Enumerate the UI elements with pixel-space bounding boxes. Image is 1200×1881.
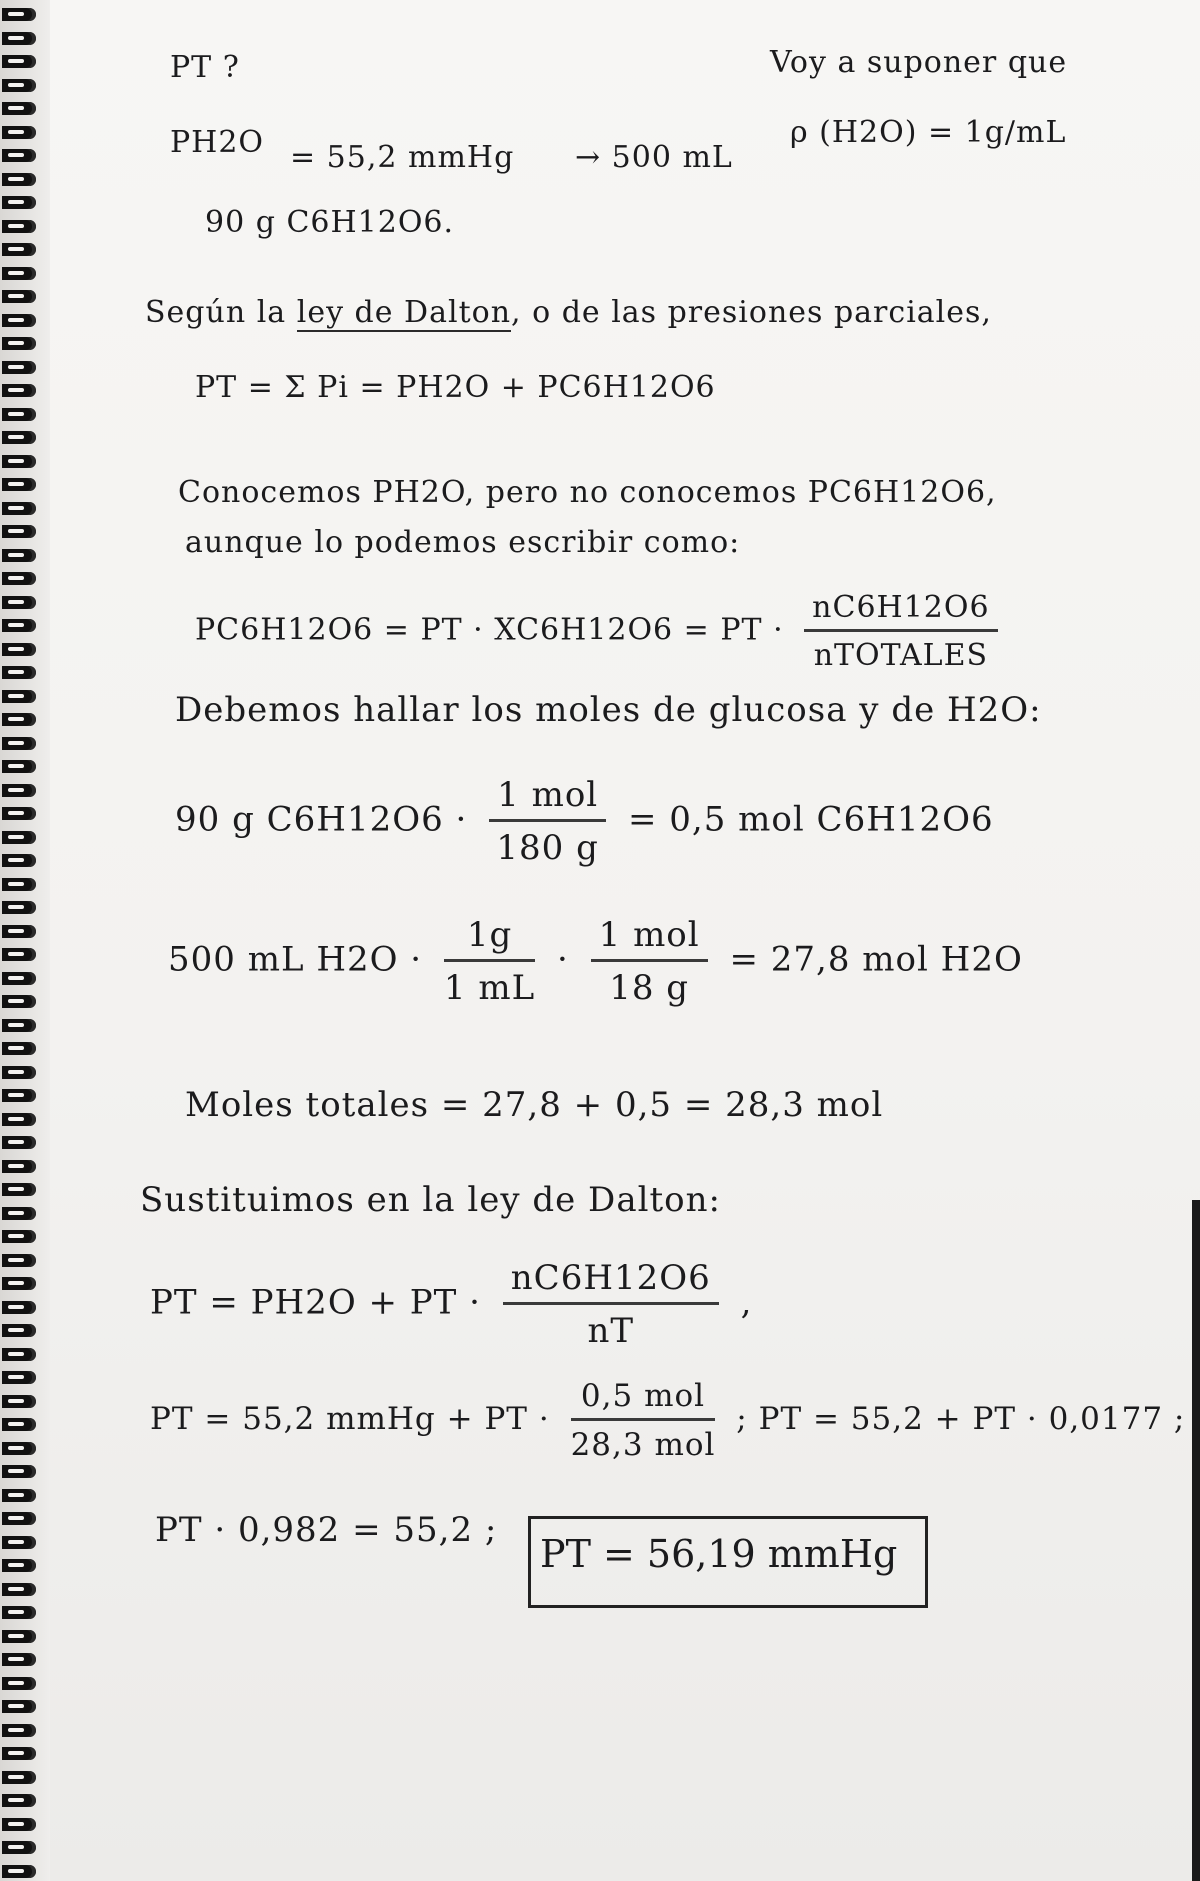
- dalton-intro-b: , o de las presiones parciales,: [511, 295, 992, 330]
- fraction-numerator: 0,5 mol: [571, 1378, 716, 1421]
- spiral-ring: [2, 1230, 36, 1243]
- spiral-ring: [2, 361, 36, 374]
- page-edge-shadow: [1192, 1200, 1200, 1881]
- spiral-ring: [2, 1512, 36, 1525]
- spiral-ring: [2, 1254, 36, 1267]
- spiral-ring: [2, 1371, 36, 1384]
- spiral-ring: [2, 1418, 36, 1431]
- spiral-ring: [2, 102, 36, 115]
- substitution-1-end: ,: [740, 1282, 753, 1323]
- spiral-ring: [2, 384, 36, 397]
- spiral-ring: [2, 408, 36, 421]
- spiral-ring: [2, 1865, 36, 1878]
- spiral-ring: [2, 1489, 36, 1502]
- spiral-ring: [2, 1113, 36, 1126]
- substitution-equation-3: PT · 0,982 = 55,2 ;: [155, 1510, 498, 1550]
- spiral-ring: [2, 8, 36, 21]
- spiral-ring: [2, 173, 36, 186]
- fraction-denominator: 1 mL: [443, 968, 536, 1008]
- spiral-ring: [2, 619, 36, 632]
- spiral-ring: [2, 854, 36, 867]
- spiral-ring: [2, 972, 36, 985]
- spiral-ring: [2, 455, 36, 468]
- spiral-ring: [2, 713, 36, 726]
- fraction-numerator: 1 mol: [591, 915, 708, 962]
- water-volume: → 500 mL: [575, 140, 733, 175]
- substitute-intro: Sustituimos en la ley de Dalton:: [140, 1180, 721, 1220]
- spiral-ring: [2, 243, 36, 256]
- spiral-ring: [2, 831, 36, 844]
- spiral-ring: [2, 525, 36, 538]
- substitution-2-fraction: [571, 1378, 716, 1463]
- spiral-ring: [2, 337, 36, 350]
- spiral-ring: [2, 549, 36, 562]
- spiral-ring: [2, 1536, 36, 1549]
- spiral-ring: [2, 1277, 36, 1290]
- spiral-ring: [2, 737, 36, 750]
- spiral-ring: [2, 1794, 36, 1807]
- mole-fraction-left: PC6H12O6 = PT · XC6H12O6 = PT ·: [195, 612, 784, 648]
- spiral-ring: [2, 1700, 36, 1713]
- spiral-ring: [2, 1136, 36, 1149]
- fraction-numerator: nC6H12O6: [804, 590, 997, 632]
- substitution-equation-1: [150, 1258, 752, 1351]
- spiral-ring: [2, 478, 36, 491]
- spiral-ring: [2, 666, 36, 679]
- pt-question: PT ?: [170, 50, 240, 85]
- spiral-ring: [2, 878, 36, 891]
- fraction-denominator: 28,3 mol: [570, 1427, 716, 1463]
- spiral-ring: [2, 79, 36, 92]
- dalton-equation: PT = Σ Pi = PH2O + PC6H12O6: [195, 370, 716, 405]
- dalton-intro: [145, 295, 992, 330]
- glucose-conversion: [175, 775, 994, 868]
- spiral-ring: [2, 1653, 36, 1666]
- moles-intro: Debemos hallar los moles de glucosa y de H2O:: [175, 690, 1042, 730]
- spiral-ring: [2, 290, 36, 303]
- spiral-ring: [2, 1559, 36, 1572]
- spiral-ring: [2, 760, 36, 773]
- spiral-ring: [2, 126, 36, 139]
- spiral-ring: [2, 1747, 36, 1760]
- spiral-ring: [2, 55, 36, 68]
- spiral-ring: [2, 1677, 36, 1690]
- glucose-result: = 0,5 mol C6H12O6: [627, 799, 994, 840]
- spiral-ring: [2, 1442, 36, 1455]
- spiral-ring: [2, 1583, 36, 1596]
- dalton-law-name: ley de Dalton: [296, 295, 512, 330]
- spiral-ring: [2, 1818, 36, 1831]
- spiral-ring: [2, 1841, 36, 1854]
- explain-line-1: Conocemos PH2O, pero no conocemos PC6H12O6,: [178, 475, 997, 510]
- spiral-ring: [2, 995, 36, 1008]
- fraction-numerator: nC6H12O6: [503, 1258, 719, 1305]
- spiral-ring: [2, 1630, 36, 1643]
- fraction-numerator: 1 mol: [489, 775, 606, 822]
- spiral-ring: [2, 196, 36, 209]
- spiral-ring: [2, 784, 36, 797]
- spiral-binding: [0, 0, 50, 1881]
- water-density-fraction: [444, 915, 535, 1008]
- ph2o-value: = 55,2 mmHg: [290, 140, 515, 175]
- fraction-denominator: nTOTALES: [813, 638, 989, 673]
- spiral-ring: [2, 1724, 36, 1737]
- spiral-ring: [2, 596, 36, 609]
- water-molar-fraction: [591, 915, 708, 1008]
- spiral-ring: [2, 1395, 36, 1408]
- spiral-ring: [2, 431, 36, 444]
- spiral-ring: [2, 1348, 36, 1361]
- explain-line-2: aunque lo podemos escribir como:: [185, 525, 741, 560]
- spiral-ring: [2, 948, 36, 961]
- spiral-ring: [2, 690, 36, 703]
- assumption-line-2: ρ (H2O) = 1g/mL: [790, 115, 1067, 150]
- spiral-ring: [2, 149, 36, 162]
- fraction-numerator: 1g: [444, 915, 535, 962]
- spiral-ring: [2, 807, 36, 820]
- spiral-ring: [2, 314, 36, 327]
- total-moles: Moles totales = 27,8 + 0,5 = 28,3 mol: [185, 1085, 884, 1125]
- dalton-intro-a: Según la: [145, 295, 287, 330]
- spiral-ring: [2, 220, 36, 233]
- spiral-ring: [2, 1301, 36, 1314]
- spiral-ring: [2, 1207, 36, 1220]
- water-left: 500 mL H2O ·: [168, 939, 423, 980]
- spiral-ring: [2, 502, 36, 515]
- fraction-denominator: nT: [587, 1311, 635, 1351]
- mole-fraction-equation: [195, 590, 1008, 673]
- glucose-mass: 90 g C6H12O6.: [205, 205, 455, 240]
- water-result: = 27,8 mol H2O: [729, 939, 1023, 980]
- substitution-equation-2: [150, 1378, 1185, 1463]
- spiral-ring: [2, 1465, 36, 1478]
- substitution-1-left: PT = PH2O + PT ·: [150, 1282, 481, 1323]
- assumption-line-1: Voy a suponer que: [770, 45, 1068, 80]
- substitution-2-left: PT = 55,2 mmHg + PT ·: [150, 1401, 550, 1437]
- spiral-ring: [2, 1066, 36, 1079]
- fraction-denominator: 180 g: [496, 828, 599, 868]
- water-conversion: 500 mL H2O · $\frac{1g}{1 mL}$ · $\frac{\text{1 mol}}{18 g}$ = 27,8 mol H2O: [168, 915, 1023, 1008]
- fraction-denominator: 18 g: [609, 968, 690, 1008]
- final-result: PT = 56,19 mmHg: [540, 1532, 898, 1576]
- spiral-ring: [2, 901, 36, 914]
- spiral-ring: [2, 1606, 36, 1619]
- spiral-ring: [2, 1019, 36, 1032]
- glucose-left: 90 g C6H12O6 ·: [175, 799, 468, 840]
- spiral-ring: [2, 643, 36, 656]
- spiral-ring: [2, 32, 36, 45]
- spiral-ring: [2, 1324, 36, 1337]
- substitution-1-fraction: [503, 1258, 719, 1351]
- spiral-ring: [2, 1042, 36, 1055]
- spiral-ring: [2, 267, 36, 280]
- spiral-ring: [2, 1089, 36, 1102]
- ph2o-label: PH2O: [170, 125, 265, 160]
- spiral-ring: [2, 1183, 36, 1196]
- spiral-ring: [2, 1160, 36, 1173]
- spiral-ring: [2, 1771, 36, 1784]
- mole-fraction-fraction: [804, 590, 997, 673]
- glucose-fraction: [489, 775, 606, 868]
- substitution-2-right: ; PT = 55,2 + PT · 0,0177 ;: [736, 1401, 1186, 1437]
- spiral-ring: [2, 925, 36, 938]
- spiral-ring: [2, 572, 36, 585]
